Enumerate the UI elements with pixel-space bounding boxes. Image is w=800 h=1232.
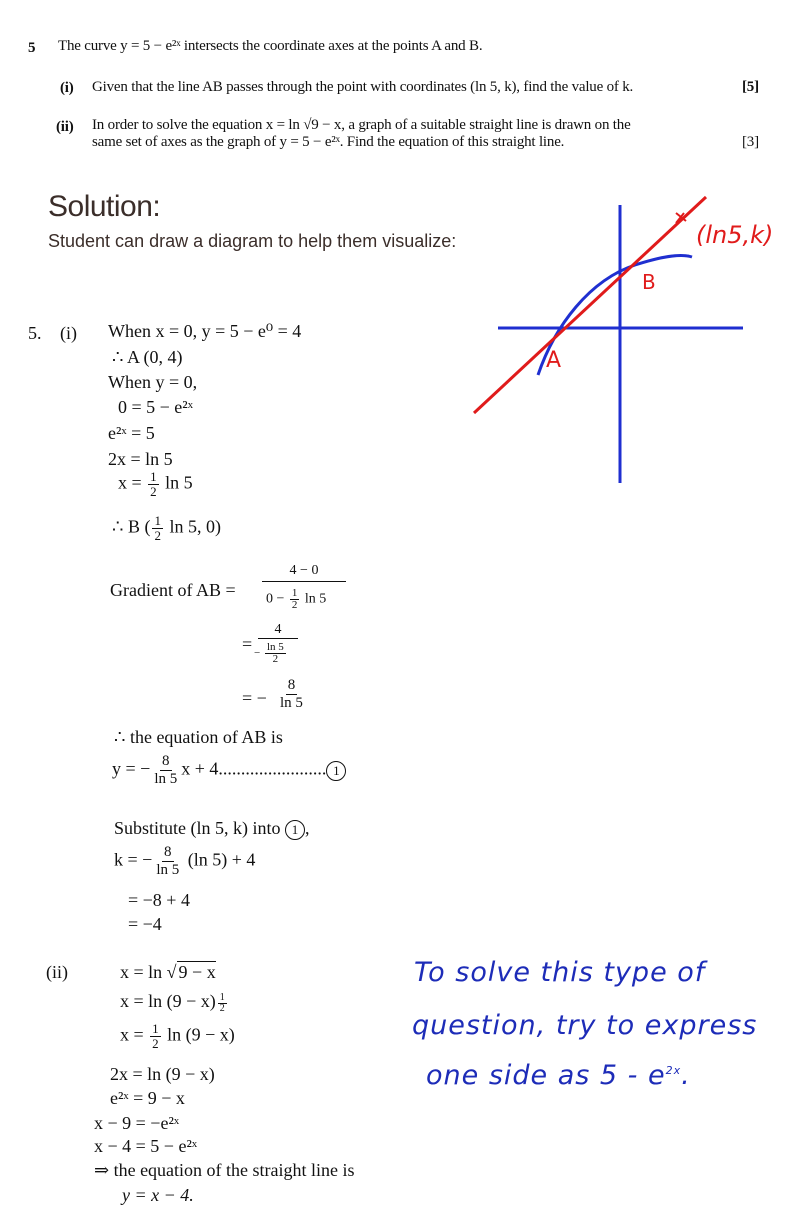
- step3-equals: = −: [242, 688, 267, 708]
- step2-equals: =: [242, 634, 253, 654]
- gradient-label: Gradient of AB =: [110, 580, 236, 600]
- solution-title: Solution:: [48, 190, 161, 223]
- ii-line1: x = ln √ 9 − x: [120, 962, 216, 982]
- note-line1: To solve this type of: [414, 957, 706, 988]
- label-b: B: [642, 270, 656, 294]
- gradient-denominator: 0 − $\frac{1}{2}$ ln 5: [266, 587, 327, 611]
- part-i-label: (i): [60, 80, 74, 96]
- sketch-diagram: [460, 185, 800, 490]
- working-number: 5.: [28, 323, 42, 343]
- step2-numerator: 4: [258, 622, 298, 639]
- ii-line5: e²ˣ = 9 − x: [110, 1088, 185, 1108]
- note-line3: one side as $5 - e^{2x}$.: [426, 1060, 691, 1091]
- step2-denominator: − $\frac{\ln 5}{2}$: [254, 641, 284, 665]
- ii-answer: y = x − 4.: [122, 1185, 194, 1205]
- line-2x-eq: 2x = ln 5: [108, 449, 173, 469]
- working-part-i: (i): [60, 323, 77, 343]
- ii-line4: 2x = ln (9 − x): [110, 1064, 215, 1084]
- equation-ab: y = − $\frac{8}{\ln 5}$ x + 4........................ 1: [112, 753, 346, 788]
- part-i-text: Given that the line AB passes through the point with coordinates (ln 5, k), find the value of k.: [92, 79, 634, 95]
- step3-fraction: $\frac{8}{\ln 5}$: [280, 677, 303, 711]
- ii-line2: x = ln (9 − x) $\frac{1}{2}$: [120, 991, 225, 1014]
- line-ab: [474, 197, 706, 413]
- line-when-x0: When x = 0, y = 5 − e⁰ = 4: [108, 321, 302, 341]
- equation-intro: ∴ the equation of AB is: [114, 727, 283, 747]
- note-line2: question, try to express: [412, 1010, 758, 1041]
- part-ii-line2: same set of axes as the graph of y = 5 − e²ˣ. Find the equation of this straight line.: [92, 134, 565, 150]
- ii-line3: x = $\frac{1}{2}$ ln (9 − x): [120, 1021, 235, 1051]
- k-result: = −4: [128, 914, 162, 934]
- part-i-marks: [5]: [742, 79, 759, 95]
- line-exp-eq: e²ˣ = 5: [108, 423, 155, 443]
- ii-line8: ⇒ the equation of the straight line is: [94, 1160, 355, 1180]
- ii-line6: x − 9 = −e²ˣ: [94, 1113, 180, 1133]
- question-stem: The curve y = 5 − e²ˣ intersects the coordinate axes at the points A and B.: [58, 38, 483, 54]
- part-ii-line1: In order to solve the equation x = ln √9 − x, a graph of a suitable straight line is drawn on the: [92, 117, 631, 133]
- substitute-line: Substitute (ln 5, k) into 1 ,: [114, 818, 310, 838]
- part-ii-label: (ii): [56, 119, 74, 135]
- line-when-y0: When y = 0,: [108, 372, 198, 392]
- ii-line7: x − 4 = 5 − e²ˣ: [94, 1136, 198, 1156]
- k-step2: = −8 + 4: [128, 890, 190, 910]
- question-number: 5: [28, 40, 36, 56]
- working-part-ii: (ii): [46, 962, 68, 982]
- gradient-numerator: 4 − 0: [262, 563, 346, 582]
- line-point-a: ∴ A (0, 4): [112, 347, 183, 367]
- part-ii-marks: [3]: [742, 134, 759, 150]
- k-equation: k = − $\frac{8}{\ln 5}$ (ln 5) + 4: [114, 844, 256, 878]
- line-point-b: ∴ B ( $\frac{1}{2}$ ln 5, 0): [112, 513, 221, 543]
- label-a: A: [546, 348, 562, 373]
- curve: [538, 255, 692, 375]
- point-label: (ln5,k): [696, 221, 774, 249]
- line-x-half-ln5: x = $\frac{1}{2}$ ln 5: [118, 469, 193, 499]
- solution-subtitle: Student can draw a diagram to help them visualize:: [48, 231, 457, 251]
- line-zero-eq: 0 = 5 − e²ˣ: [118, 397, 193, 417]
